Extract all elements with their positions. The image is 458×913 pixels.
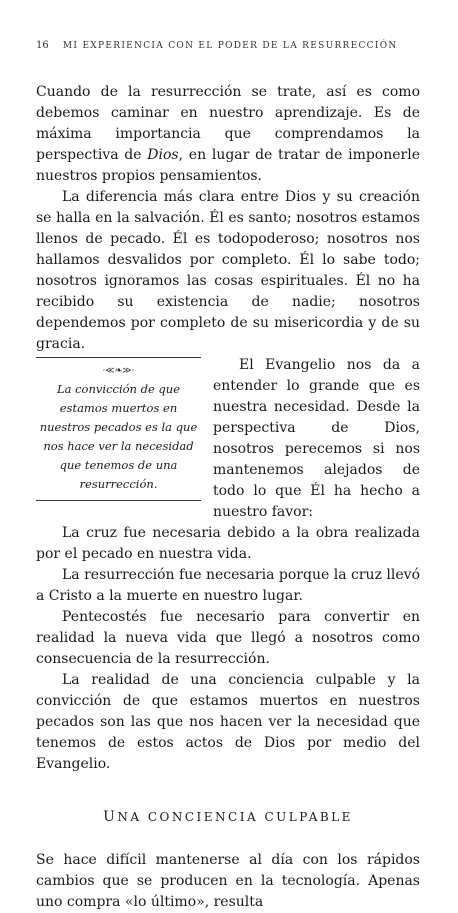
page-number: 16 [36, 40, 49, 51]
pull-quote-top-rule [36, 357, 201, 358]
ornament-icon: ·≪❧≫· [102, 366, 135, 376]
body-text [36, 82, 420, 913]
section-heading-initial: U [103, 809, 118, 825]
running-head [36, 40, 438, 51]
pull-quote [36, 355, 201, 501]
paragraph-8: Se hace difícil mantenerse al día con los rápidos cambios que se producen en la tecnología. Apenas uno compra «lo último», resulta [36, 852, 420, 910]
emphasis-dios: Dios [147, 147, 179, 163]
running-title: MI EXPERIENCIA CON EL PODER DE LA RESURRECCIÓN [62, 41, 398, 51]
pull-quote-bottom-rule [36, 500, 201, 501]
paragraph-4: La cruz fue necesaria debido a la obra realizada por el pecado en nuestra vida. [36, 525, 420, 562]
paragraph-5: La resurrección fue necesaria porque la cruz llevó a Cristo a la muerte en nuestro lugar. [36, 567, 420, 604]
paragraph-7: La realidad de una conciencia culpable y la convicción de que estamos muertos en nuestros pecados son las que nos hacen ver la necesidad que tenemos de estos actos de Dios por medio del Evangelio. [36, 672, 420, 772]
paragraph-1-end: , en lugar de tratar de imponerle nuestros propios pensamientos. [36, 147, 420, 184]
paragraph-1-start: Cuando de la resurrección se trate, así es como debemos caminar en nuestro aprendizaje. Es de máxima importancia que comprendamos la perspectiva de [36, 84, 420, 163]
paragraph-6: Pentecostés fue necesario para convertir en realidad la nueva vida que llegó a nosotros como consecuencia de la resurrección. [36, 609, 420, 667]
section-heading [36, 807, 420, 828]
section-heading-rest: NA CONCIENCIA CULPABLE [117, 810, 353, 824]
paragraph-1 [36, 82, 420, 187]
paragraph-2: La diferencia más clara entre Dios y su creación se halla en la salvación. Él es santo; nosotros estamos llenos de pecado. Él es todopoderoso; nosotros nos hallamos desvalidos por completo. Él lo sabe todo; nosotros ignoramos las cosas espirituales. Él no ha recibido su existencia de nadie; nosotros dependemos por completo de su misericordia y de su gracia. [36, 189, 420, 352]
pull-quote-text: La convicción de que estamos muertos en nuestros pecados es la que nos hace ver la necesidad que tenemos de una resurrección. [39, 382, 198, 491]
paragraph-3: El Evangelio nos da a entender lo grande que es nuestra necesidad. Desde la perspectiva de Dios, nosotros perecemos si nos mantenemos alejados de todo lo que Él ha hecho a nuestro favor: [213, 357, 420, 520]
